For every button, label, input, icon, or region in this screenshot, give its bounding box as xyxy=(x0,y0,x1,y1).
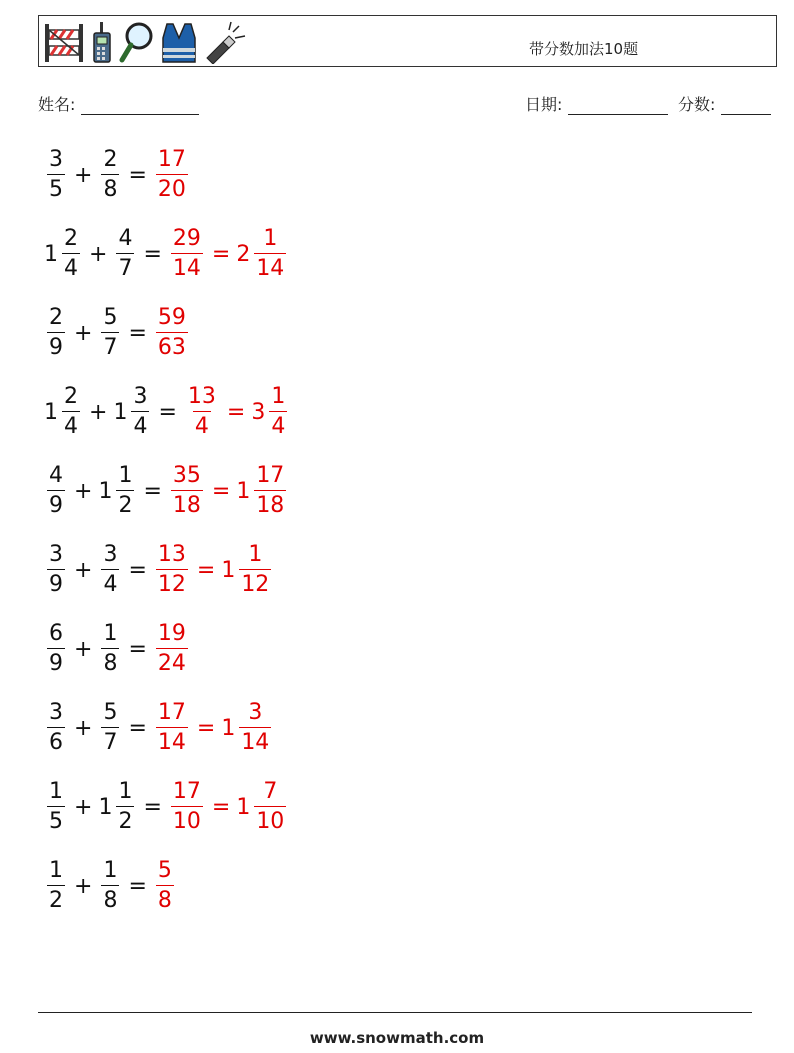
plus-sign: + xyxy=(74,715,93,741)
answer-mixed-fraction xyxy=(254,781,286,833)
equals-sign: = xyxy=(128,873,147,899)
answer-improper-denominator: 14 xyxy=(156,727,188,754)
answer-improper-fraction xyxy=(156,702,188,754)
equals-sign: = xyxy=(128,636,147,662)
addend-a-fraction xyxy=(47,307,65,359)
addend-a-whole: 1 xyxy=(44,399,58,425)
addend-b-fraction xyxy=(116,465,134,517)
addend-a-fraction xyxy=(47,623,65,675)
answer-improper-denominator: 8 xyxy=(156,885,174,912)
date-blank[interactable] xyxy=(568,98,668,115)
plus-sign: + xyxy=(89,241,108,267)
addend-b-fraction xyxy=(101,860,119,912)
equals-sign: = xyxy=(128,162,147,188)
worksheet-header xyxy=(38,15,777,67)
answer-mixed-fraction xyxy=(239,702,271,754)
answer-mixed-denominator: 14 xyxy=(254,253,286,280)
answer xyxy=(168,465,289,517)
addend-a-fraction xyxy=(62,228,80,280)
addend-a-denominator: 5 xyxy=(47,806,65,833)
addend-b-numerator: 1 xyxy=(103,858,118,883)
addend-a-fraction xyxy=(47,860,65,912)
plus-sign: + xyxy=(74,873,93,899)
addend-b-denominator: 8 xyxy=(101,648,119,675)
answer-mixed-whole: 1 xyxy=(236,794,251,820)
answer-mixed-whole: 1 xyxy=(221,715,236,741)
problem-row xyxy=(44,143,191,207)
addend-a-fraction xyxy=(47,544,65,596)
equals-sign: = xyxy=(128,557,147,583)
worksheet-title: 带分数加法10题 xyxy=(529,40,639,58)
answer-equals-sign: = xyxy=(196,715,216,741)
answer xyxy=(168,781,289,833)
addend-a-numerator: 3 xyxy=(49,542,63,567)
addend-b-fraction xyxy=(101,702,119,754)
answer-mixed-fraction xyxy=(254,228,286,280)
answer-improper-fraction xyxy=(156,307,188,359)
plus-sign: + xyxy=(74,636,93,662)
answer-improper-numerator: 17 xyxy=(157,700,186,725)
addend-b-numerator: 1 xyxy=(103,621,118,646)
equals-sign: = xyxy=(158,399,177,425)
answer-equals-sign: = xyxy=(211,241,231,267)
addend-a-denominator: 9 xyxy=(47,569,65,596)
addend-a-numerator: 6 xyxy=(49,621,63,646)
problem-row xyxy=(44,854,177,918)
answer-improper-denominator: 12 xyxy=(156,569,188,596)
addend-b-denominator: 4 xyxy=(101,569,119,596)
answer-mixed-fraction xyxy=(269,386,287,438)
equals-sign: = xyxy=(128,715,147,741)
safety-vest-icon xyxy=(161,20,197,64)
addend-b-fraction xyxy=(101,544,119,596)
problem-row xyxy=(44,459,289,523)
answer-mixed-numerator: 1 xyxy=(263,226,278,251)
answer xyxy=(153,623,191,675)
answer-mixed-whole: 3 xyxy=(251,399,266,425)
plus-sign: + xyxy=(74,320,93,346)
footer-divider xyxy=(38,1012,752,1013)
problem-row xyxy=(44,380,290,444)
answer-improper-numerator: 59 xyxy=(157,305,186,330)
answer-mixed-numerator: 1 xyxy=(271,384,286,409)
answer-improper-numerator: 29 xyxy=(172,226,201,251)
addend-b-fraction xyxy=(116,228,134,280)
addend-a-numerator: 3 xyxy=(49,700,63,725)
addend-b-denominator: 2 xyxy=(116,490,134,517)
equals-sign: = xyxy=(143,794,162,820)
addend-b-fraction xyxy=(101,623,119,675)
addend-a-denominator: 9 xyxy=(47,332,65,359)
header-icons xyxy=(43,19,247,65)
problem-row xyxy=(44,222,289,286)
answer-improper-numerator: 35 xyxy=(172,463,201,488)
addend-b-whole: 1 xyxy=(98,478,113,504)
addend-b-fraction xyxy=(131,386,149,438)
answer-improper-denominator: 14 xyxy=(171,253,203,280)
addend-b-denominator: 7 xyxy=(101,727,119,754)
date-field xyxy=(525,92,668,115)
answer-mixed-denominator: 12 xyxy=(239,569,271,596)
answer-equals-sign: = xyxy=(226,399,246,425)
addend-b-fraction xyxy=(101,307,119,359)
answer-improper-denominator: 24 xyxy=(156,648,188,675)
addend-b-numerator: 4 xyxy=(118,226,133,251)
name-blank[interactable] xyxy=(81,98,199,115)
answer xyxy=(153,307,191,359)
answer xyxy=(153,860,177,912)
barrier-icon xyxy=(43,20,85,64)
answer-improper-fraction xyxy=(156,860,174,912)
name-field xyxy=(38,92,199,115)
addend-a-fraction xyxy=(47,465,65,517)
equals-sign: = xyxy=(128,320,147,346)
addend-a-numerator: 4 xyxy=(49,463,63,488)
plus-sign: + xyxy=(89,399,108,425)
answer-improper-fraction xyxy=(156,544,188,596)
answer xyxy=(153,702,274,754)
addend-b-whole: 1 xyxy=(98,794,113,820)
footer-site: www.snowmath.com xyxy=(309,1029,485,1047)
answer-improper-numerator: 19 xyxy=(157,621,186,646)
score-label: 分数: xyxy=(678,95,716,114)
addend-a-numerator: 1 xyxy=(49,779,63,804)
answer-equals-sign: = xyxy=(211,794,231,820)
addend-b-numerator: 5 xyxy=(103,305,118,330)
addend-a-fraction xyxy=(47,149,65,201)
answer-mixed-denominator: 10 xyxy=(254,806,286,833)
score-field xyxy=(678,92,771,115)
answer-improper-fraction xyxy=(171,781,203,833)
answer-mixed-fraction xyxy=(254,465,286,517)
magnifier-icon xyxy=(119,20,155,64)
problem-row xyxy=(44,696,274,760)
answer-improper-fraction xyxy=(171,228,203,280)
problem-row xyxy=(44,538,274,602)
addend-a-numerator: 2 xyxy=(64,226,78,251)
addend-a-denominator: 6 xyxy=(47,727,65,754)
answer-mixed-fraction xyxy=(239,544,271,596)
answer-improper-denominator: 63 xyxy=(156,332,188,359)
addend-b-denominator: 8 xyxy=(101,174,119,201)
addend-b-denominator: 4 xyxy=(131,411,149,438)
addend-b-numerator: 2 xyxy=(103,147,118,172)
addend-a-numerator: 2 xyxy=(49,305,63,330)
flashlight-icon xyxy=(203,20,247,64)
addend-b-denominator: 8 xyxy=(101,885,119,912)
addend-a-denominator: 9 xyxy=(47,490,65,517)
answer-mixed-whole: 2 xyxy=(236,241,251,267)
answer-improper-numerator: 17 xyxy=(157,147,186,172)
walkie-talkie-icon xyxy=(91,20,113,64)
addend-a-fraction xyxy=(47,702,65,754)
answer-mixed-whole: 1 xyxy=(236,478,251,504)
plus-sign: + xyxy=(74,557,93,583)
problem-row xyxy=(44,775,289,839)
equals-sign: = xyxy=(143,241,162,267)
answer-improper-fraction xyxy=(156,623,188,675)
addend-b-numerator: 1 xyxy=(118,779,133,804)
score-blank[interactable] xyxy=(721,98,771,115)
addend-a-fraction xyxy=(62,386,80,438)
addend-b-denominator: 2 xyxy=(116,806,134,833)
answer xyxy=(153,149,191,201)
answer-mixed-denominator: 4 xyxy=(269,411,287,438)
addend-b-fraction xyxy=(116,781,134,833)
answer-mixed-numerator: 17 xyxy=(256,463,285,488)
answer-improper-fraction xyxy=(156,149,188,201)
addend-a-whole: 1 xyxy=(44,241,58,267)
addend-b-whole: 1 xyxy=(113,399,128,425)
answer-equals-sign: = xyxy=(211,478,231,504)
addend-b-fraction xyxy=(101,149,119,201)
answer-improper-denominator: 20 xyxy=(156,174,188,201)
answer xyxy=(153,544,274,596)
answer-mixed-numerator: 1 xyxy=(248,542,263,567)
addend-b-denominator: 7 xyxy=(101,332,119,359)
plus-sign: + xyxy=(74,794,93,820)
addend-b-numerator: 3 xyxy=(133,384,148,409)
answer-mixed-denominator: 18 xyxy=(254,490,286,517)
addend-b-numerator: 5 xyxy=(103,700,118,725)
plus-sign: + xyxy=(74,162,93,188)
answer-mixed-numerator: 7 xyxy=(263,779,278,804)
answer-improper-denominator: 4 xyxy=(193,411,211,438)
addend-a-numerator: 1 xyxy=(49,858,63,883)
addend-a-fraction xyxy=(47,781,65,833)
addend-b-numerator: 1 xyxy=(118,463,133,488)
addend-a-numerator: 2 xyxy=(64,384,78,409)
plus-sign: + xyxy=(74,478,93,504)
addend-a-denominator: 9 xyxy=(47,648,65,675)
answer-improper-fraction xyxy=(171,465,203,517)
answer-improper-numerator: 13 xyxy=(187,384,216,409)
date-label: 日期: xyxy=(525,95,563,114)
answer-mixed-numerator: 3 xyxy=(248,700,263,725)
answer-improper-numerator: 17 xyxy=(172,779,201,804)
answer-improper-denominator: 10 xyxy=(171,806,203,833)
name-label: 姓名: xyxy=(38,95,76,114)
answer-improper-numerator: 13 xyxy=(157,542,186,567)
problem-row xyxy=(44,617,191,681)
answer-improper-numerator: 5 xyxy=(157,858,172,883)
addend-a-numerator: 3 xyxy=(49,147,63,172)
addend-a-denominator: 2 xyxy=(47,885,65,912)
answer-mixed-denominator: 14 xyxy=(239,727,271,754)
problem-row xyxy=(44,301,191,365)
addend-a-denominator: 5 xyxy=(47,174,65,201)
addend-a-denominator: 4 xyxy=(62,253,80,280)
answer xyxy=(168,228,289,280)
equals-sign: = xyxy=(143,478,162,504)
addend-b-denominator: 7 xyxy=(116,253,134,280)
addend-b-numerator: 3 xyxy=(103,542,118,567)
addend-a-denominator: 4 xyxy=(62,411,80,438)
answer-mixed-whole: 1 xyxy=(221,557,236,583)
answer xyxy=(183,386,290,438)
answer-equals-sign: = xyxy=(196,557,216,583)
answer-improper-fraction xyxy=(186,386,218,438)
answer-improper-denominator: 18 xyxy=(171,490,203,517)
